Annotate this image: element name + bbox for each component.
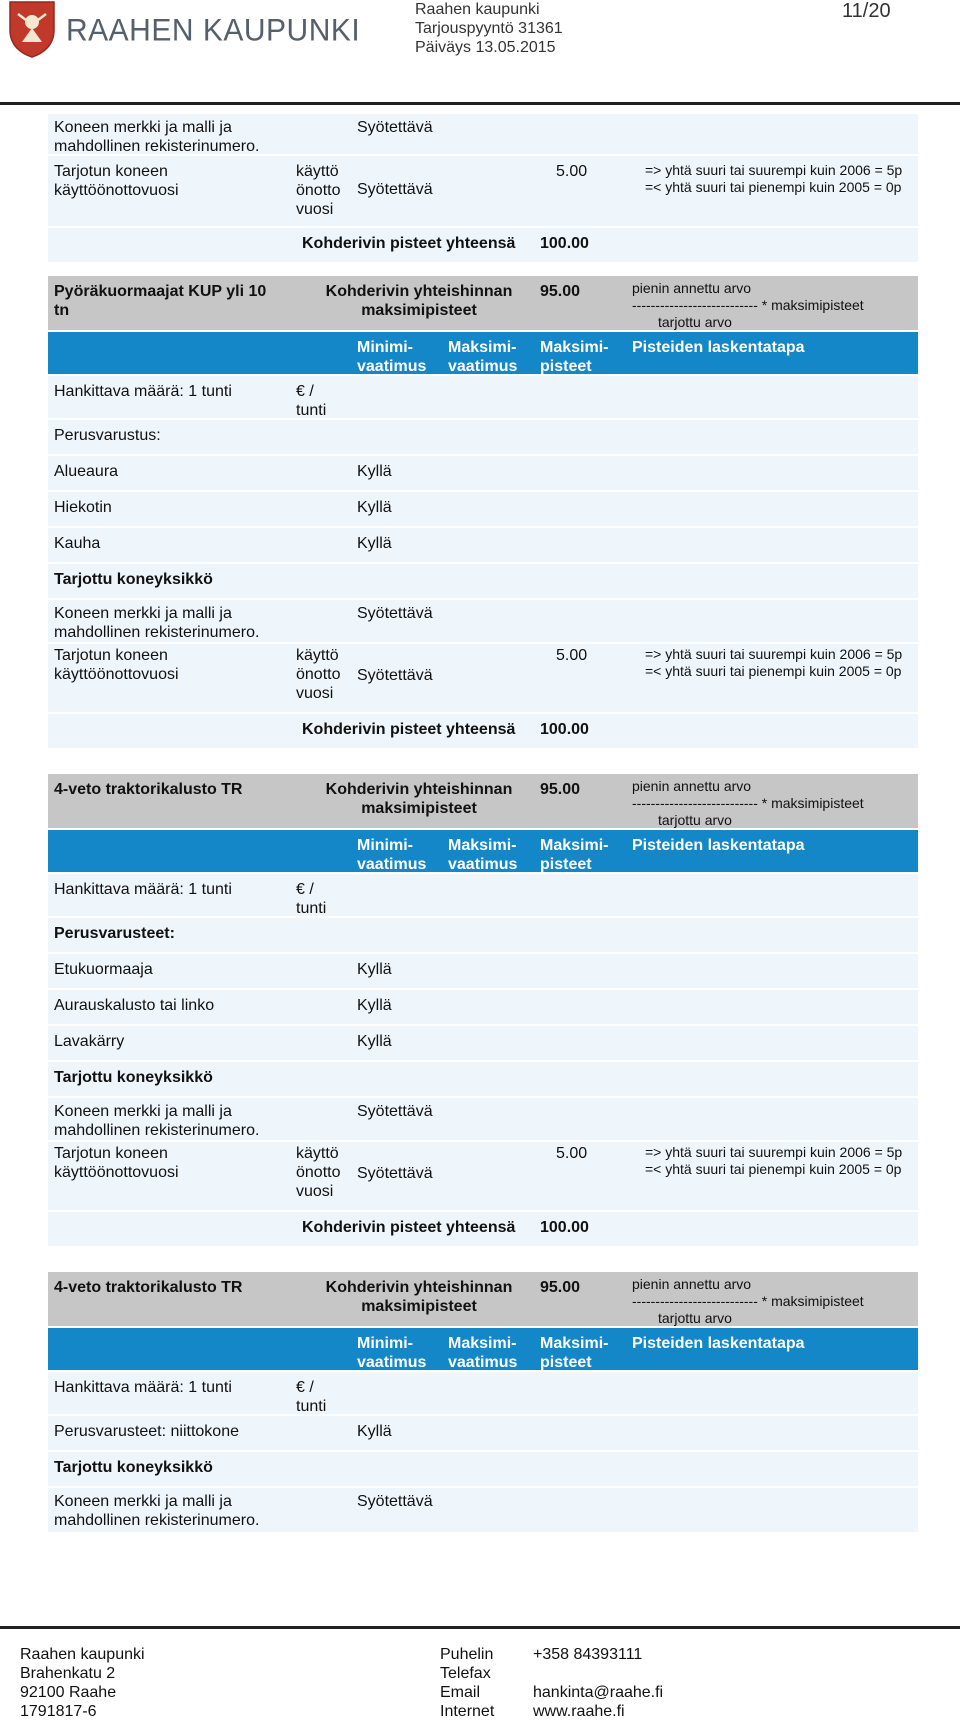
formula-line: --------------------------- * maksimipisteet [632,795,864,811]
machine-input[interactable]: Syötettävä [357,1493,433,1510]
year-row [48,1142,918,1212]
formula-denominator: tarjottu arvo [658,812,732,828]
year-label: Tarjotun koneen käyttöönottovuosi [54,1145,179,1181]
machine-row [48,114,918,156]
year-rule-2: =< yhtä suuri tai pienempi kuin 2005 = 0p [645,1161,902,1177]
machine-label: Koneen merkki ja malli ja mahdollinen rekisterinumero. [54,119,260,155]
equipment-row [48,420,918,456]
machine-label: Koneen merkki ja malli ja mahdollinen rekisterinumero. [54,605,260,641]
item-value: Kyllä [357,499,392,516]
footer-phone-label: Puhelin [440,1646,494,1663]
footer-phone: +358 84393111 [533,1646,643,1663]
item-value: Kyllä [357,961,392,978]
year-input[interactable]: Syötettävä [357,181,433,198]
list-item [48,456,918,492]
item-value: Kyllä [357,997,392,1014]
footer-org: Raahen kaupunki [20,1646,145,1663]
footer-fax [533,1664,663,1683]
logo-text: RAAHEN KAUPUNKI [66,13,361,48]
year-row [48,644,918,714]
year-label: Tarjotun koneen käyttöönottovuosi [54,163,179,199]
formula-numerator: pienin annettu arvo [632,1276,752,1292]
list-item [48,1026,918,1062]
total-row [48,228,918,264]
footer-contact-values [533,1645,663,1721]
quantity-row [48,1372,918,1416]
quantity-label: Hankittava määrä: 1 tunti [54,1379,232,1396]
year-points: 5.00 [556,1145,588,1162]
price-formula [632,280,912,331]
col-max-points: Maksimi- pisteet [540,837,609,873]
formula-numerator: pienin annettu arvo [632,280,752,296]
footer-address [20,1645,145,1721]
year-points: 5.00 [556,163,588,180]
meta-tender: Tarjouspyyntö 31361 [415,20,563,37]
footer-fax-label: Telefax [440,1665,491,1682]
total-label: Kohderivin pisteet yhteensä [302,235,516,252]
equipment-label: Perusvarusteet: niittokone [54,1423,239,1440]
section-header-row [48,276,918,332]
max-points-label: Kohderivin yhteishinnan maksimipisteet [325,1279,513,1315]
price-formula [632,778,912,829]
equipment-row [48,1416,918,1452]
year-input[interactable]: Syötettävä [357,667,433,684]
total-row [48,714,918,750]
year-rule-1: => yhtä suuri tai suurempi kuin 2006 = 5p [645,162,903,178]
section-title: 4-veto traktorikalusto TR [54,781,243,798]
year-input[interactable]: Syötettävä [357,1165,433,1182]
total-value: 100.00 [540,235,589,252]
col-max-requirement: Maksimi- vaatimus [448,1335,518,1371]
machine-input[interactable]: Syötettävä [357,1103,433,1120]
meta-date: Päiväys 13.05.2015 [415,39,556,56]
year-points: 5.00 [556,647,588,664]
item-label: Aurauskalusto tai linko [54,997,215,1014]
quantity-unit: € / tunti [296,881,327,917]
year-rule-2: =< yhtä suuri tai pienempi kuin 2005 = 0p [645,179,902,195]
item-label: Lavakärry [54,1033,125,1050]
machine-input[interactable]: Syötettävä [357,605,433,622]
equipment-label: Perusvarustus: [54,427,161,444]
document-meta [415,0,563,57]
footer-street: Brahenkatu 2 [20,1665,116,1682]
offered-unit-row [48,564,918,600]
max-points-value: 95.00 [540,283,581,300]
section-header-row [48,1272,918,1328]
formula-line: --------------------------- * maksimipisteet [632,1293,864,1309]
footer-postal: 92100 Raahe [20,1684,117,1701]
item-label: Alueaura [54,463,119,480]
offered-unit-label: Tarjottu koneyksikkö [54,571,213,588]
total-value: 100.00 [540,721,589,738]
quantity-unit: € / tunti [296,1379,327,1415]
formula-denominator: tarjottu arvo [658,314,732,330]
col-min-requirement: Minimi- vaatimus [357,1335,427,1371]
equipment-row [48,918,918,954]
year-unit: käyttö önotto vuosi [296,163,341,218]
year-unit: käyttö önotto vuosi [296,1145,341,1200]
quantity-row [48,874,918,918]
item-label: Kauha [54,535,101,552]
machine-input[interactable]: Syötettävä [357,119,433,136]
footer-divider [0,1626,960,1629]
footer-email-label: Email [440,1684,481,1701]
item-label: Etukuormaaja [54,961,153,978]
machine-row [48,1098,918,1142]
year-label: Tarjotun koneen käyttöönottovuosi [54,647,179,683]
footer-internet-label: Internet [440,1703,495,1720]
footer-contact-labels [440,1645,494,1721]
col-min-requirement: Minimi- vaatimus [357,339,427,375]
year-row [48,156,918,228]
col-scoring-method: Pisteiden laskentatapa [632,339,805,356]
col-max-points: Maksimi- pisteet [540,339,609,375]
total-value: 100.00 [540,1219,589,1236]
formula-numerator: pienin annettu arvo [632,778,752,794]
section-title: 4-veto traktorikalusto TR [54,1279,243,1296]
item-label: Hiekotin [54,499,112,516]
year-rule-2: =< yhtä suuri tai pienempi kuin 2005 = 0p [645,663,902,679]
quantity-row [48,376,918,420]
footer-business-id: 1791817-6 [20,1703,97,1720]
equipment-value: Kyllä [357,1423,392,1440]
offered-unit-label: Tarjottu koneyksikkö [54,1459,213,1476]
max-points-label: Kohderivin yhteishinnan maksimipisteet [325,283,513,319]
max-points-label: Kohderivin yhteishinnan maksimipisteet [325,781,513,817]
machine-row [48,600,918,644]
col-max-requirement: Maksimi- vaatimus [448,339,518,375]
total-label: Kohderivin pisteet yhteensä [302,1219,516,1236]
quantity-label: Hankittava määrä: 1 tunti [54,383,232,400]
footer-website[interactable]: www.raahe.fi [533,1703,625,1720]
item-value: Kyllä [357,463,392,480]
col-min-requirement: Minimi- vaatimus [357,837,427,873]
page-header [0,0,960,106]
header-divider [0,102,960,105]
col-scoring-method: Pisteiden laskentatapa [632,837,805,854]
meta-organization: Raahen kaupunki [415,1,540,18]
list-item [48,990,918,1026]
page-number: 11/20 [842,0,891,22]
list-item [48,528,918,564]
max-points-value: 95.00 [540,1279,581,1296]
offered-unit-row [48,1452,918,1488]
year-rule-1: => yhtä suuri tai suurempi kuin 2006 = 5p [645,1144,903,1160]
footer-email[interactable]: hankinta@raahe.fi [533,1684,664,1701]
quantity-unit: € / tunti [296,383,327,419]
offered-unit-label: Tarjottu koneyksikkö [54,1069,213,1086]
col-max-requirement: Maksimi- vaatimus [448,837,518,873]
list-item [48,954,918,990]
year-rules [645,162,910,196]
formula-line: --------------------------- * maksimipisteet [632,297,864,313]
item-value: Kyllä [357,535,392,552]
price-formula [632,1276,912,1327]
column-header-row [48,1328,918,1372]
quantity-label: Hankittava määrä: 1 tunti [54,881,232,898]
list-item [48,492,918,528]
year-rule-1: => yhtä suuri tai suurempi kuin 2006 = 5p [645,646,903,662]
year-rules [645,1144,910,1178]
item-value: Kyllä [357,1033,392,1050]
column-header-row [48,332,918,376]
column-header-row [48,830,918,874]
year-rules [645,646,910,680]
formula-denominator: tarjottu arvo [658,1310,732,1326]
machine-label: Koneen merkki ja malli ja mahdollinen rekisterinumero. [54,1493,260,1529]
coat-of-arms-icon [8,0,56,58]
section-header-row [48,774,918,830]
max-points-value: 95.00 [540,781,581,798]
col-max-points: Maksimi- pisteet [540,1335,609,1371]
col-scoring-method: Pisteiden laskentatapa [632,1335,805,1352]
equipment-label: Perusvarusteet: [54,925,175,942]
machine-label: Koneen merkki ja malli ja mahdollinen rekisterinumero. [54,1103,260,1139]
machine-row [48,1488,918,1534]
year-unit: käyttö önotto vuosi [296,647,341,702]
total-row [48,1212,918,1248]
total-label: Kohderivin pisteet yhteensä [302,721,516,738]
section-title: Pyöräkuormaajat KUP yli 10 tn [54,283,267,319]
offered-unit-row [48,1062,918,1098]
